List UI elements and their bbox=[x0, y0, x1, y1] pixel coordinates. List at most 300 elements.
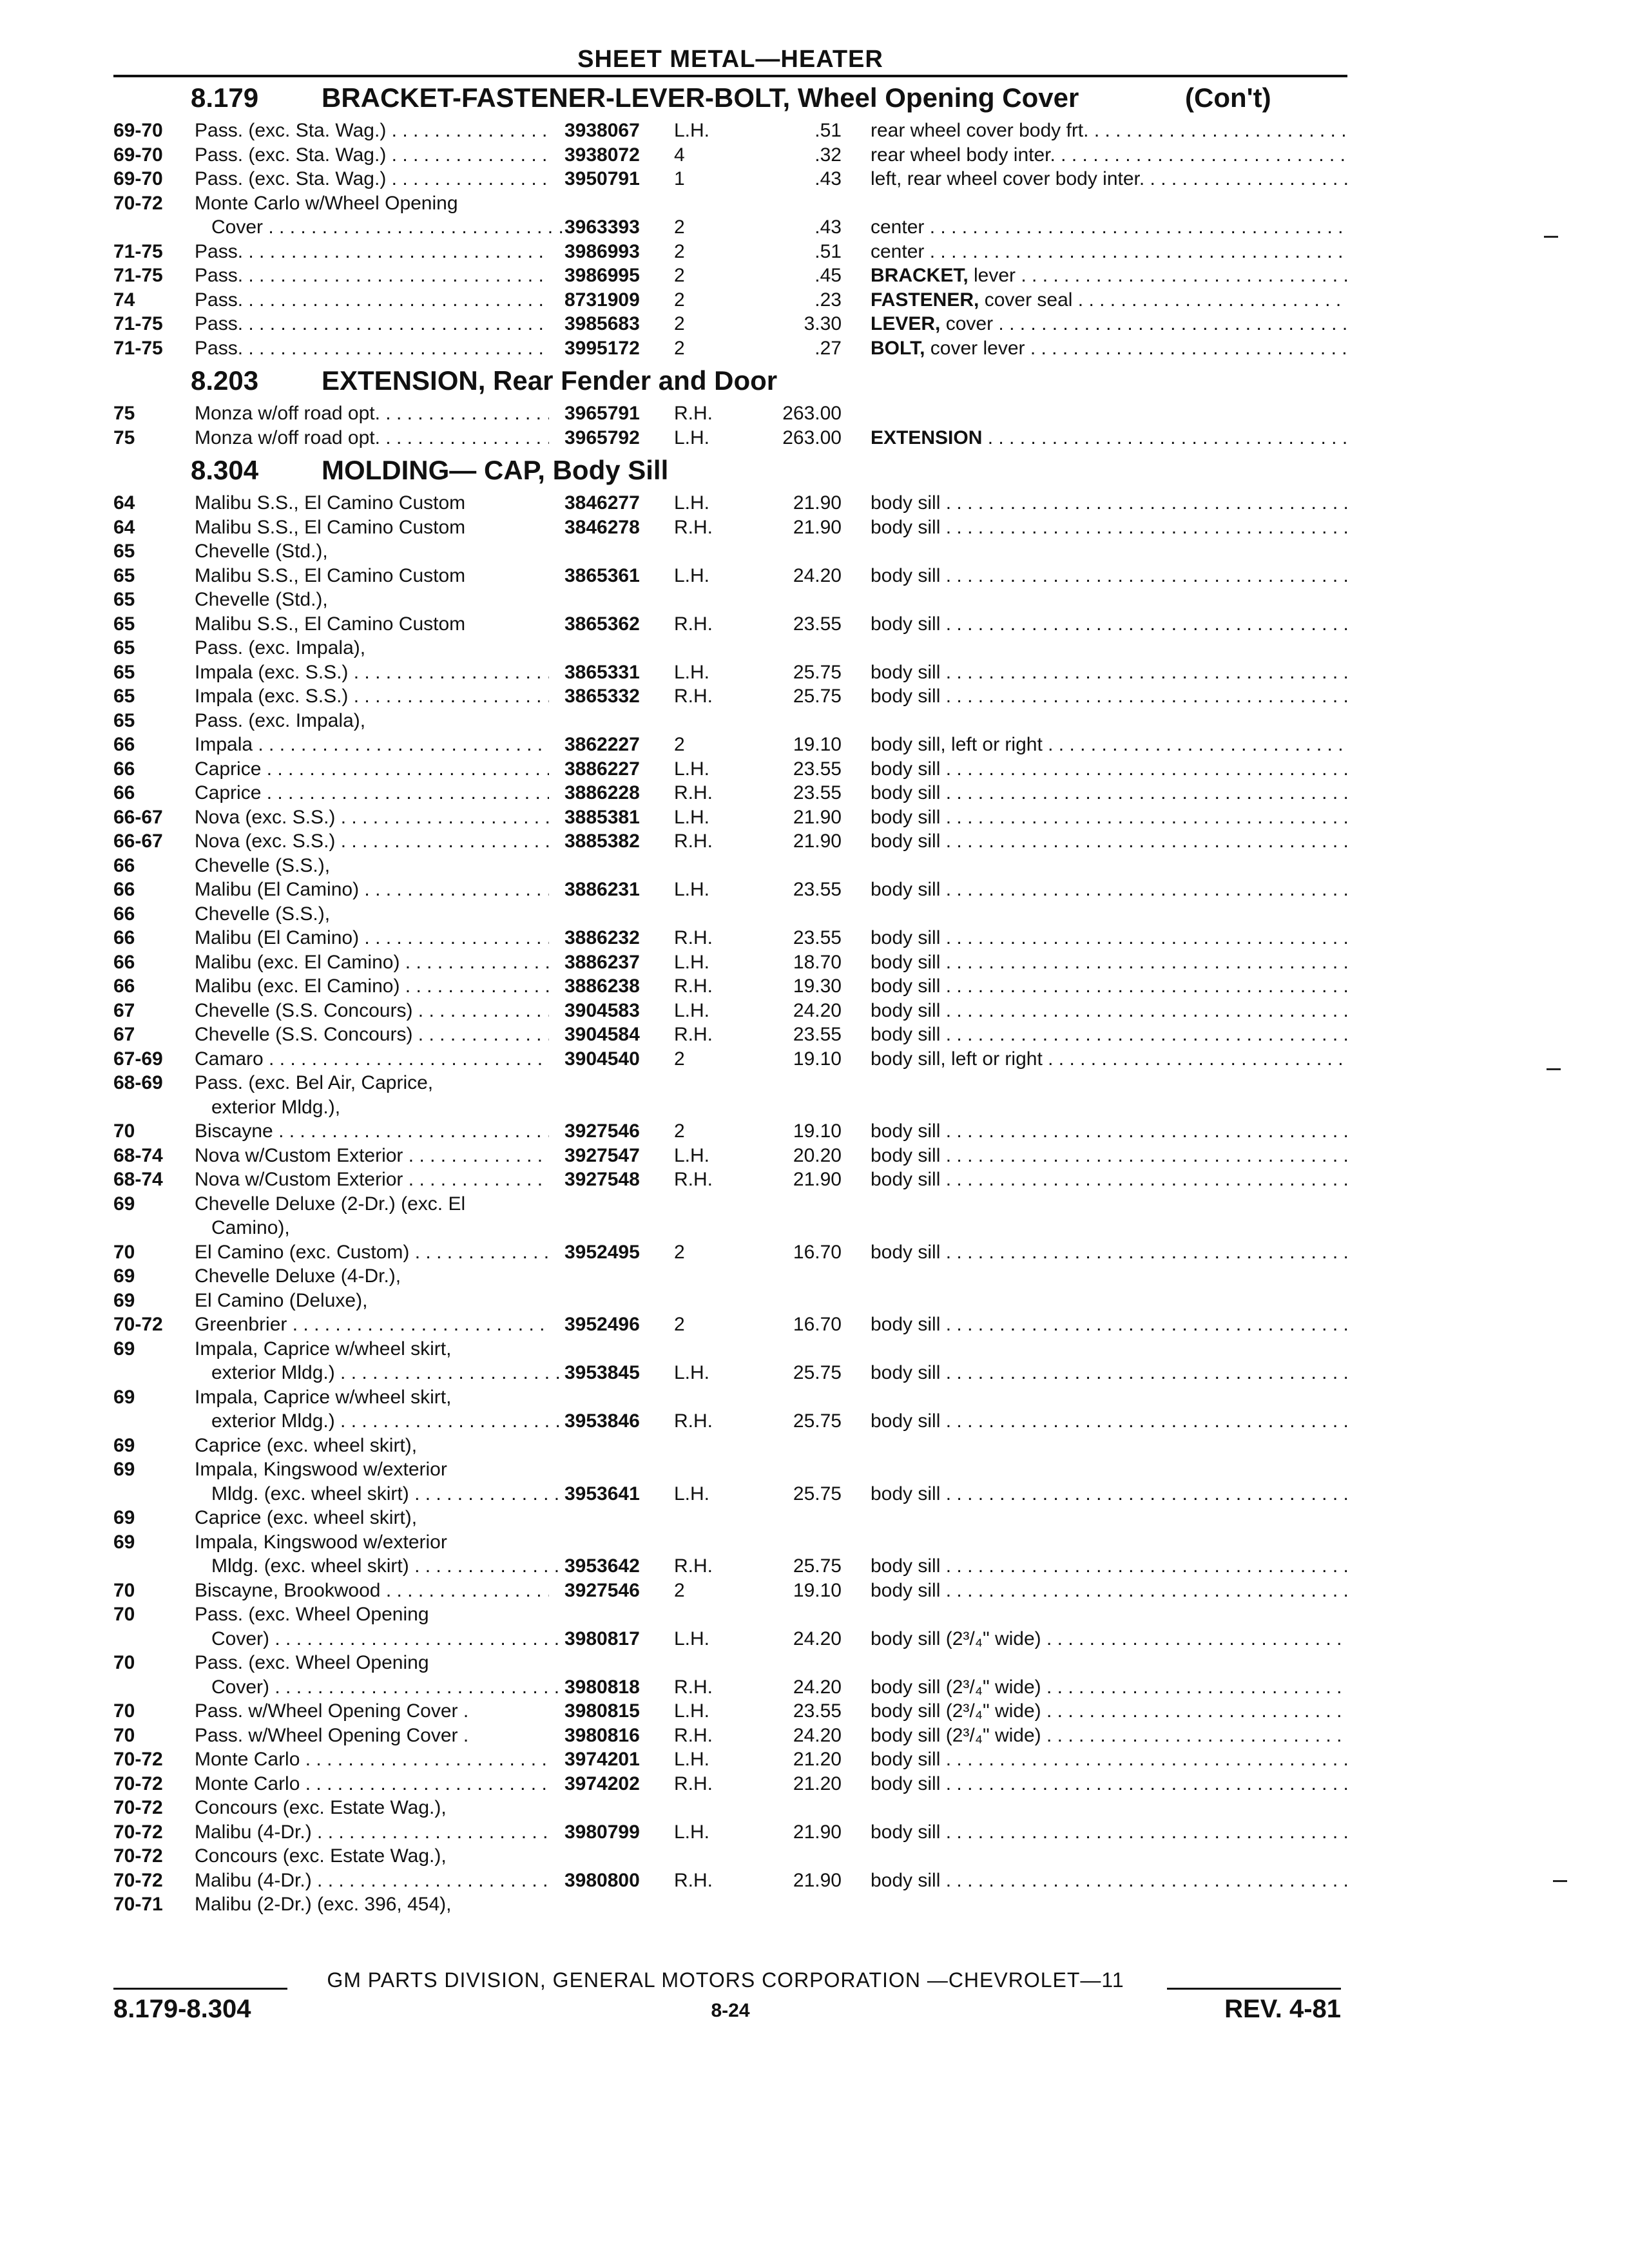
model-text: Nova w/Custom Exterior bbox=[195, 1169, 403, 1190]
model-text: Impala bbox=[195, 734, 253, 755]
price: 16.70 bbox=[793, 1241, 842, 1263]
part-number: 3938072 bbox=[564, 144, 640, 166]
quantity-or-side: R.H. bbox=[674, 831, 713, 852]
leader-dots bbox=[940, 1580, 1347, 1601]
model-year: 70-72 bbox=[113, 1845, 163, 1867]
model-description bbox=[195, 143, 549, 168]
model-description bbox=[195, 1530, 549, 1555]
quantity-or-side: 1 bbox=[674, 168, 685, 189]
price: 19.10 bbox=[793, 1579, 842, 1601]
quantity-or-side: L.H. bbox=[674, 999, 710, 1021]
model-description bbox=[195, 1289, 549, 1313]
part-entry bbox=[113, 999, 1347, 1023]
model-description bbox=[195, 1434, 549, 1458]
part-entry bbox=[113, 1651, 1347, 1699]
quantity-or-side: L.H. bbox=[674, 1700, 710, 1722]
model-year: 71-75 bbox=[113, 313, 163, 334]
model-year: 69 bbox=[113, 1386, 135, 1408]
model-text: Chevelle (S.S.), bbox=[195, 903, 331, 925]
leader-dots bbox=[400, 975, 549, 997]
model-text: Malibu (4-Dr.) bbox=[195, 1869, 312, 1891]
footer-meta bbox=[113, 1993, 1347, 2025]
leader-dots bbox=[940, 1145, 1347, 1166]
leader-dots bbox=[940, 975, 1347, 997]
entry-line bbox=[113, 1409, 1347, 1434]
entry-line bbox=[113, 215, 1347, 240]
price: 19.10 bbox=[793, 1048, 842, 1070]
price: 25.75 bbox=[793, 1483, 842, 1504]
description-text: body sill bbox=[871, 999, 941, 1021]
price: 23.55 bbox=[793, 613, 842, 635]
part-number: 3927548 bbox=[564, 1169, 640, 1190]
model-year: 66 bbox=[113, 927, 135, 948]
leader-dots bbox=[940, 662, 1347, 683]
model-description bbox=[195, 1724, 549, 1748]
price: 25.75 bbox=[793, 1362, 842, 1383]
part-number: 3986993 bbox=[564, 240, 640, 262]
leader-dots bbox=[261, 758, 549, 780]
description-text: left, rear wheel cover body inter. bbox=[871, 168, 1145, 189]
part-description bbox=[871, 312, 1347, 336]
margin-mark bbox=[1553, 1880, 1567, 1882]
description-text: body sill bbox=[871, 1024, 941, 1045]
section-continued: (Con't) bbox=[1185, 82, 1271, 113]
description-text: body sill bbox=[871, 613, 941, 635]
price: 21.20 bbox=[793, 1773, 842, 1794]
part-number: 3886238 bbox=[564, 975, 640, 997]
model-year: 70-72 bbox=[113, 1773, 163, 1794]
part-description bbox=[871, 336, 1347, 361]
part-entry bbox=[113, 1434, 1347, 1506]
description-text: body sill bbox=[871, 1555, 941, 1577]
model-text: Malibu (2-Dr.) (exc. 396, 454), bbox=[195, 1894, 452, 1915]
model-text: Pass. (exc. Sta. Wag.) bbox=[195, 144, 387, 166]
entry-line bbox=[113, 1675, 1347, 1700]
part-entry bbox=[113, 240, 1347, 264]
model-text: Malibu S.S., El Camino Custom bbox=[195, 516, 466, 538]
price: 23.55 bbox=[793, 927, 842, 948]
description-text: body sill bbox=[871, 1773, 941, 1794]
part-entry bbox=[113, 312, 1347, 336]
leader-dots bbox=[940, 517, 1347, 538]
leader-dots bbox=[400, 952, 549, 973]
description-text: body sill bbox=[871, 1169, 941, 1190]
leader-dots bbox=[1088, 120, 1347, 141]
price: 23.55 bbox=[793, 1700, 842, 1722]
part-name: BRACKET, bbox=[871, 265, 969, 286]
leader-dots bbox=[940, 831, 1347, 852]
entry-line bbox=[113, 684, 1347, 709]
quantity-or-side: 2 bbox=[674, 265, 685, 286]
entry-line bbox=[113, 1457, 1347, 1482]
leader-dots bbox=[403, 1145, 549, 1166]
description-text: body sill bbox=[871, 516, 941, 538]
model-description bbox=[211, 1675, 566, 1700]
leader-dots bbox=[993, 313, 1347, 334]
model-description bbox=[195, 191, 549, 216]
description-text: body sill bbox=[871, 564, 941, 586]
entry-line bbox=[113, 401, 1347, 426]
model-year: 70 bbox=[113, 1120, 135, 1142]
part-description bbox=[871, 1047, 1347, 1072]
leader-dots bbox=[940, 1749, 1347, 1770]
model-description bbox=[195, 1264, 549, 1289]
model-text: Malibu S.S., El Camino Custom bbox=[195, 613, 466, 635]
part-entry bbox=[113, 1240, 1347, 1265]
model-description bbox=[195, 999, 549, 1023]
model-year: 70-72 bbox=[113, 1797, 163, 1818]
model-description bbox=[195, 264, 549, 288]
price: .27 bbox=[815, 337, 842, 359]
part-number: 3953845 bbox=[564, 1362, 640, 1383]
entry-line bbox=[113, 240, 1347, 264]
model-text: Pass. (exc. Wheel Opening bbox=[195, 1652, 429, 1673]
model-description bbox=[195, 805, 549, 830]
part-description bbox=[871, 926, 1347, 950]
part-entry bbox=[113, 401, 1347, 426]
model-description bbox=[195, 902, 549, 927]
part-number: 3980816 bbox=[564, 1724, 640, 1746]
quantity-or-side: 2 bbox=[674, 289, 685, 311]
model-description bbox=[195, 974, 549, 999]
model-year: 69 bbox=[113, 1434, 135, 1456]
leader-dots bbox=[1041, 1677, 1347, 1698]
entry-line bbox=[113, 1361, 1347, 1385]
part-entry bbox=[113, 1579, 1347, 1603]
entry-line bbox=[113, 588, 1347, 612]
model-text: Malibu S.S., El Camino Custom bbox=[195, 492, 466, 514]
part-description bbox=[871, 684, 1347, 709]
leader-dots bbox=[1043, 734, 1347, 755]
leader-dots bbox=[300, 1773, 549, 1794]
leader-dots bbox=[940, 758, 1347, 780]
description-text: body sill bbox=[871, 1241, 941, 1263]
leader-dots bbox=[924, 216, 1347, 238]
model-text: Impala, Caprice w/wheel skirt, bbox=[195, 1386, 452, 1408]
leader-dots bbox=[253, 734, 549, 755]
part-description bbox=[871, 288, 1347, 312]
price: .51 bbox=[815, 120, 842, 141]
leader-dots bbox=[300, 1749, 549, 1770]
part-description bbox=[871, 1675, 1347, 1700]
quantity-or-side: L.H. bbox=[674, 1749, 710, 1770]
part-entry bbox=[113, 491, 1347, 515]
part-number: 3927546 bbox=[564, 1120, 640, 1142]
footer-section-range: 8.179-8.304 bbox=[113, 1995, 251, 2023]
part-description bbox=[871, 1168, 1347, 1192]
leader-dots bbox=[940, 807, 1347, 828]
model-year: 69 bbox=[113, 1531, 135, 1553]
leader-dots bbox=[940, 565, 1347, 586]
leader-dots bbox=[243, 241, 549, 262]
part-number: 3965792 bbox=[564, 427, 640, 448]
leader-dots bbox=[940, 1555, 1347, 1577]
price: 21.90 bbox=[793, 806, 842, 828]
part-description bbox=[871, 1747, 1347, 1772]
entry-line bbox=[113, 636, 1347, 660]
model-year: 66-67 bbox=[113, 831, 163, 852]
entry-line bbox=[113, 1869, 1347, 1893]
quantity-or-side: R.H. bbox=[674, 686, 713, 707]
model-description bbox=[195, 1023, 549, 1047]
model-year: 64 bbox=[113, 516, 135, 538]
entry-line bbox=[113, 1264, 1347, 1289]
leader-dots bbox=[335, 831, 549, 852]
model-year: 70 bbox=[113, 1652, 135, 1673]
model-text: exterior Mldg.) bbox=[211, 1410, 335, 1432]
part-entry bbox=[113, 684, 1347, 709]
model-description bbox=[195, 878, 549, 902]
description-text: body sill (2³/₄" wide) bbox=[871, 1628, 1041, 1649]
part-description bbox=[871, 167, 1347, 191]
model-year: 69 bbox=[113, 1459, 135, 1480]
model-text: Caprice (exc. wheel skirt), bbox=[195, 1434, 418, 1456]
entry-line bbox=[113, 757, 1347, 782]
entry-line bbox=[113, 1434, 1347, 1458]
quantity-or-side: 2 bbox=[674, 216, 685, 238]
model-text: Camino), bbox=[211, 1217, 290, 1238]
entry-line bbox=[113, 1651, 1347, 1675]
entry-line bbox=[113, 1337, 1347, 1361]
footer-rule-right bbox=[1167, 1988, 1341, 1990]
model-description bbox=[195, 1385, 549, 1410]
part-entry bbox=[113, 515, 1347, 540]
entry-line bbox=[113, 781, 1347, 805]
model-description bbox=[195, 612, 549, 637]
model-text: Impala, Kingswood w/exterior bbox=[195, 1459, 447, 1480]
part-entry bbox=[113, 1796, 1347, 1844]
part-description bbox=[871, 143, 1347, 168]
model-description bbox=[211, 1095, 566, 1120]
model-year: 70 bbox=[113, 1724, 135, 1746]
model-text: El Camino (Deluxe), bbox=[195, 1289, 368, 1311]
entry-line bbox=[113, 926, 1347, 950]
leader-dots bbox=[940, 1773, 1347, 1794]
leader-dots bbox=[273, 1120, 549, 1142]
leader-dots bbox=[940, 1410, 1347, 1432]
section-number: 8.203 bbox=[191, 365, 259, 396]
quantity-or-side: 2 bbox=[674, 240, 685, 262]
description-text: body sill bbox=[871, 661, 941, 683]
part-number: 3953846 bbox=[564, 1410, 640, 1432]
part-entry bbox=[113, 336, 1347, 361]
part-description bbox=[871, 240, 1347, 264]
part-description bbox=[871, 1240, 1347, 1265]
model-text: Nova (exc. S.S.) bbox=[195, 806, 336, 828]
model-description bbox=[195, 709, 549, 733]
leader-dots bbox=[412, 1000, 549, 1021]
model-description bbox=[195, 1168, 549, 1192]
leader-dots bbox=[1016, 265, 1347, 286]
part-number: 3950791 bbox=[564, 168, 640, 189]
model-description bbox=[195, 1047, 549, 1072]
leader-dots bbox=[403, 1169, 549, 1190]
part-number: 3953642 bbox=[564, 1555, 640, 1577]
quantity-or-side: L.H. bbox=[674, 564, 710, 586]
model-year: 71-75 bbox=[113, 240, 163, 262]
part-description bbox=[871, 1820, 1347, 1845]
price: 263.00 bbox=[782, 427, 842, 448]
model-description bbox=[211, 215, 566, 240]
part-description bbox=[871, 215, 1347, 240]
leader-dots bbox=[386, 120, 549, 141]
description-text: body sill bbox=[871, 879, 941, 900]
description-text: body sill bbox=[871, 1869, 941, 1891]
section-header bbox=[113, 77, 1347, 119]
part-number: 3952495 bbox=[564, 1241, 640, 1263]
part-entry bbox=[113, 902, 1347, 950]
model-year: 75 bbox=[113, 427, 135, 448]
model-text: Chevelle Deluxe (2-Dr.) (exc. El bbox=[195, 1193, 466, 1215]
part-number: 3980800 bbox=[564, 1869, 640, 1891]
quantity-or-side: L.H. bbox=[674, 661, 710, 683]
part-entry bbox=[113, 1844, 1347, 1892]
description-text: body sill (2³/₄" wide) bbox=[871, 1700, 1041, 1722]
model-year: 66 bbox=[113, 734, 135, 755]
model-description bbox=[211, 1482, 566, 1506]
entry-line bbox=[113, 1506, 1347, 1530]
model-text: Impala, Caprice w/wheel skirt, bbox=[195, 1338, 452, 1360]
description-text: cover bbox=[940, 313, 994, 334]
part-entry bbox=[113, 1119, 1347, 1144]
quantity-or-side: R.H. bbox=[674, 1676, 713, 1698]
section-header bbox=[113, 360, 1347, 401]
entry-line bbox=[113, 1530, 1347, 1555]
entry-line bbox=[113, 1844, 1347, 1869]
part-number: 3865331 bbox=[564, 661, 640, 683]
quantity-or-side: 2 bbox=[674, 1120, 685, 1142]
model-text: Pass. bbox=[195, 240, 244, 262]
footer-page-number: 8-24 bbox=[711, 2000, 750, 2021]
entry-line bbox=[113, 264, 1347, 288]
leader-dots bbox=[380, 427, 549, 448]
entry-line bbox=[113, 1144, 1347, 1168]
leader-dots bbox=[940, 952, 1347, 973]
quantity-or-side: L.H. bbox=[674, 879, 710, 900]
model-year: 69 bbox=[113, 1507, 135, 1528]
model-description bbox=[195, 288, 549, 312]
model-description bbox=[195, 1796, 549, 1820]
price: 21.90 bbox=[793, 831, 842, 852]
model-text: Chevelle (S.S. Concours) bbox=[195, 1024, 413, 1045]
model-description bbox=[195, 854, 549, 878]
part-entry bbox=[113, 1892, 1347, 1917]
model-text: Impala, Kingswood w/exterior bbox=[195, 1531, 447, 1553]
part-entry bbox=[113, 1699, 1347, 1724]
model-year: 65 bbox=[113, 661, 135, 683]
quantity-or-side: R.H. bbox=[674, 927, 713, 948]
part-description bbox=[871, 1361, 1347, 1385]
model-text: Malibu (4-Dr.) bbox=[195, 1821, 312, 1843]
entry-line bbox=[113, 1192, 1347, 1216]
model-text: Pass. bbox=[195, 289, 244, 311]
leader-dots bbox=[940, 1120, 1347, 1142]
model-text: Malibu S.S., El Camino Custom bbox=[195, 564, 466, 586]
part-entry bbox=[113, 1071, 1347, 1119]
leader-dots bbox=[263, 216, 566, 238]
part-name: FASTENER, bbox=[871, 289, 979, 311]
description-text: center bbox=[871, 216, 925, 238]
model-text: Pass. w/Wheel Opening Cover . bbox=[195, 1724, 469, 1746]
part-number: 3885381 bbox=[564, 806, 640, 828]
part-description bbox=[871, 950, 1347, 975]
entry-line bbox=[113, 1820, 1347, 1845]
quantity-or-side: L.H. bbox=[674, 427, 710, 448]
quantity-or-side: L.H. bbox=[674, 1821, 710, 1843]
model-description bbox=[195, 1747, 549, 1772]
description-text: rear wheel cover body frt. bbox=[871, 120, 1089, 141]
model-year: 65 bbox=[113, 589, 135, 610]
model-description bbox=[195, 1144, 549, 1168]
part-description bbox=[871, 612, 1347, 637]
model-year: 66 bbox=[113, 782, 135, 803]
part-number: 3904583 bbox=[564, 999, 640, 1021]
model-description bbox=[195, 684, 549, 709]
model-text: Caprice bbox=[195, 782, 262, 803]
model-text: Chevelle Deluxe (4-Dr.), bbox=[195, 1265, 401, 1287]
price: 21.90 bbox=[793, 1869, 842, 1891]
quantity-or-side: R.H. bbox=[674, 1169, 713, 1190]
model-text: Camaro bbox=[195, 1048, 264, 1070]
model-text: Impala (exc. S.S.) bbox=[195, 661, 349, 683]
part-number: 3927546 bbox=[564, 1579, 640, 1601]
part-number: 3886228 bbox=[564, 782, 640, 803]
entry-line bbox=[113, 1289, 1347, 1313]
model-description bbox=[195, 515, 549, 540]
model-text: Monte Carlo bbox=[195, 1773, 300, 1794]
price: 3.30 bbox=[804, 313, 842, 334]
footer-rule-left bbox=[113, 1988, 287, 1990]
model-text: exterior Mldg.) bbox=[211, 1362, 335, 1383]
leader-dots bbox=[1041, 1725, 1347, 1746]
entry-line bbox=[113, 312, 1347, 336]
model-description bbox=[195, 336, 549, 361]
model-year: 69 bbox=[113, 1193, 135, 1215]
model-text: Mldg. (exc. wheel skirt) bbox=[211, 1555, 409, 1577]
part-description bbox=[871, 1772, 1347, 1796]
model-year: 70-72 bbox=[113, 1749, 163, 1770]
part-number: 3953641 bbox=[564, 1483, 640, 1504]
entry-line bbox=[113, 426, 1347, 450]
model-text: Nova w/Custom Exterior bbox=[195, 1144, 403, 1166]
part-description bbox=[871, 1119, 1347, 1144]
model-year: 65 bbox=[113, 709, 135, 731]
model-description bbox=[211, 1554, 566, 1579]
part-entry bbox=[113, 1192, 1347, 1240]
section-header bbox=[113, 450, 1347, 491]
part-name: EXTENSION bbox=[871, 427, 983, 448]
part-entry bbox=[113, 950, 1347, 975]
model-description bbox=[195, 401, 549, 426]
description-text: body sill bbox=[871, 1821, 941, 1843]
description-text: body sill bbox=[871, 1120, 941, 1142]
catalog-page bbox=[113, 45, 1347, 1917]
entry-line bbox=[113, 805, 1347, 830]
model-year: 75 bbox=[113, 403, 135, 424]
model-description bbox=[195, 781, 549, 805]
price: 16.70 bbox=[793, 1314, 842, 1335]
model-year: 69 bbox=[113, 1289, 135, 1311]
part-number: 3885382 bbox=[564, 831, 640, 852]
part-entry bbox=[113, 167, 1347, 191]
entry-line bbox=[113, 1724, 1347, 1748]
model-text: Chevelle (Std.), bbox=[195, 541, 328, 562]
model-description bbox=[195, 1579, 549, 1603]
leader-dots bbox=[264, 1048, 549, 1070]
entry-line bbox=[113, 660, 1347, 685]
leader-dots bbox=[940, 1169, 1347, 1190]
model-year: 71-75 bbox=[113, 265, 163, 286]
